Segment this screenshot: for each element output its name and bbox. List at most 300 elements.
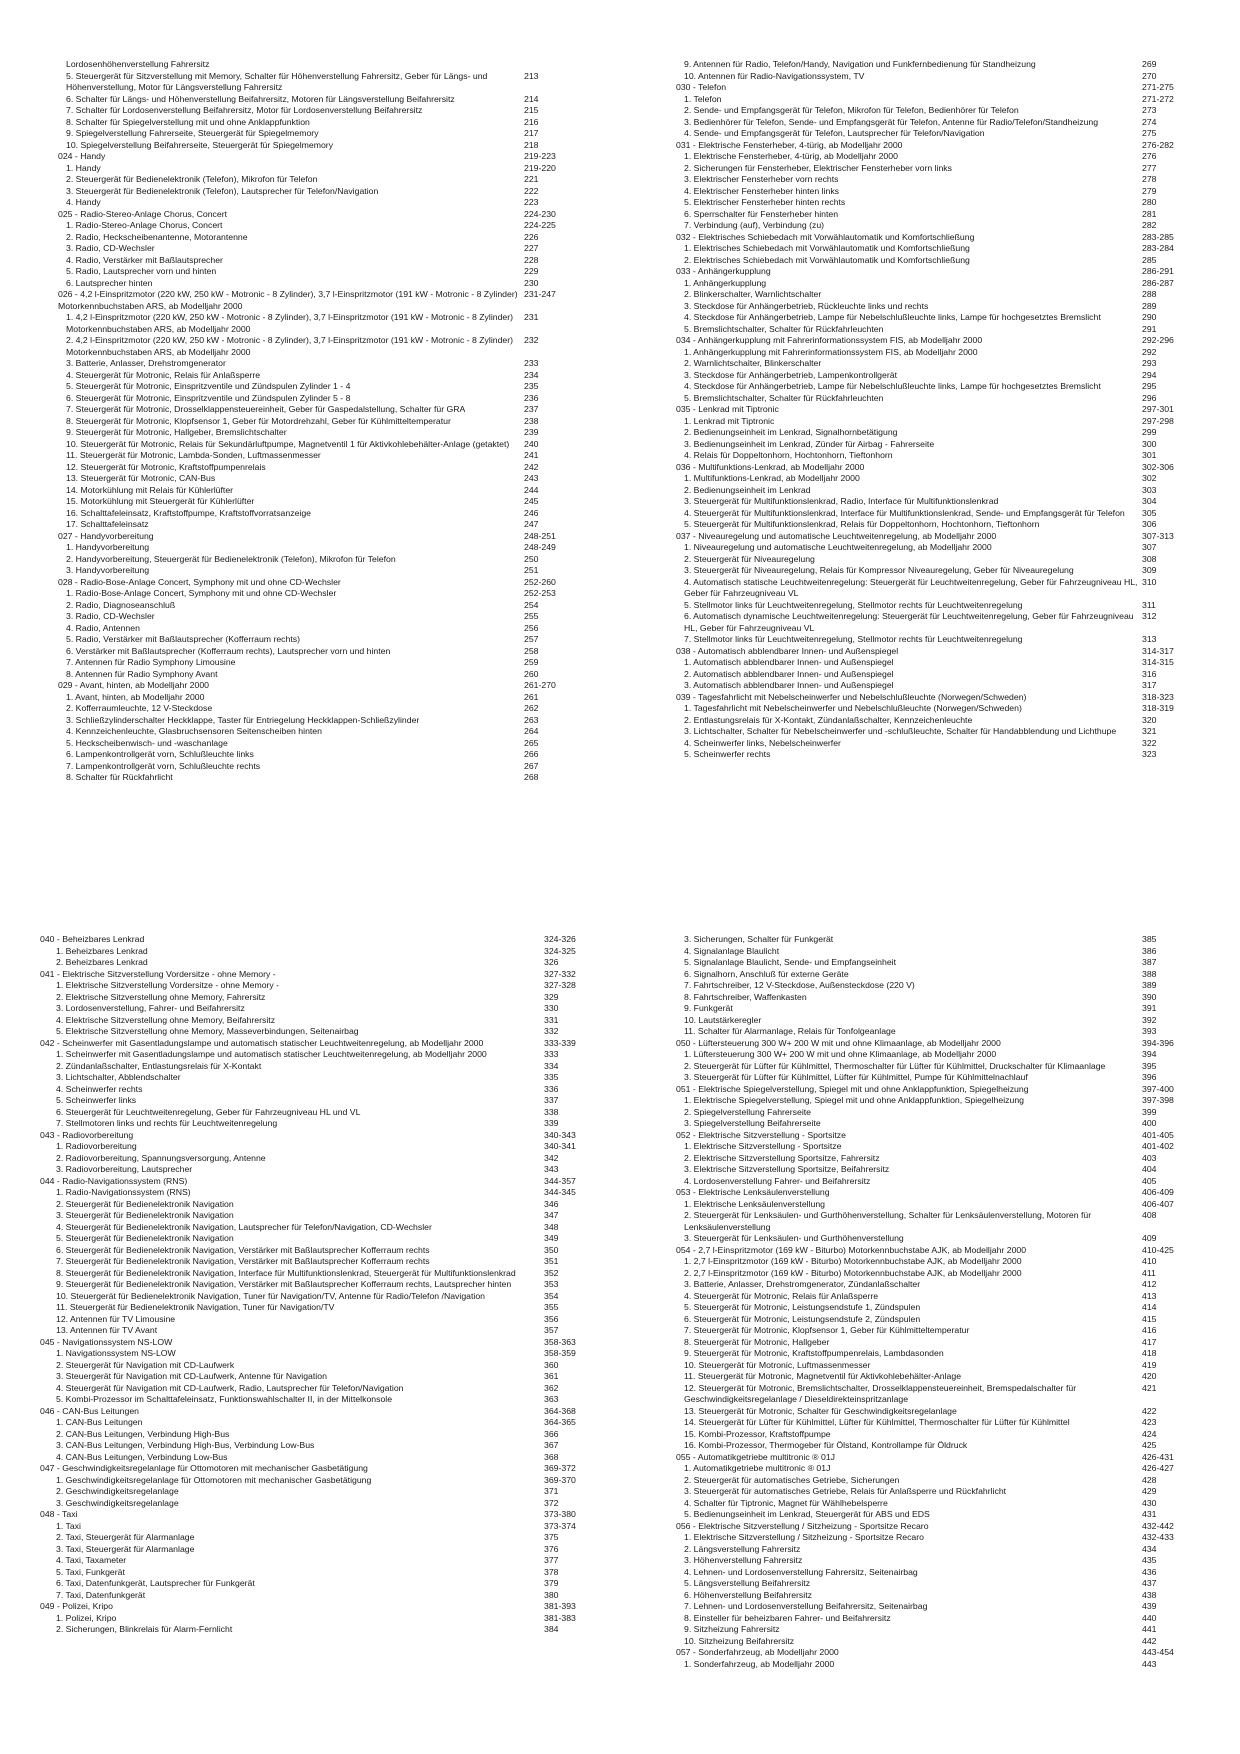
toc-entry-page: 434 xyxy=(1142,1543,1157,1554)
toc-entry-title: 042 - Scheinwerfer mit Gasentladungslampe und automatisch statischer Leuchtweitenregelung, ab Modelljahr 2000 xyxy=(40,1037,484,1048)
toc-entry-page: 411 xyxy=(1142,1267,1156,1278)
toc-entry-page: 274 xyxy=(1142,116,1157,127)
toc-entry-page: 286-287 xyxy=(1142,277,1174,288)
toc-entry-title: 4. CAN-Bus Leitungen, Verbindung Low-Bus xyxy=(56,1451,228,1462)
toc-entry-title: 1. 4,2 l-Einspritzmotor (220 kW, 250 kW - Motronic - 8 Zylinder), 3,7 l-Einspritzmotor (191 kW - Motronic - 8 Zylinder) Motorkennbuchstaben ARS, ab Modelljahr 2000 xyxy=(66,312,514,334)
toc-entry-row xyxy=(676,1072,1196,1084)
toc-entry-title: 7. Schalter für Lordosenverstellung Beifahrersitz, Motor für Lordosenverstellung Beifahrersitz xyxy=(66,105,423,115)
toc-entry-row xyxy=(676,1049,1196,1061)
toc-entry-title: 15. Kombi-Prozessor, Kraftstoffpumpe xyxy=(684,1428,831,1439)
toc-entry-page: 430 xyxy=(1142,1497,1157,1508)
toc-entry-title: 4. Steuergerät für Multifunktionslenkrad, Interface für Multifunktionslenkrad, Sende- und Empfangsgerät für Telefon xyxy=(684,507,1125,518)
toc-section-row xyxy=(40,1037,576,1050)
toc-entry-page: 236 xyxy=(524,392,539,403)
toc-entry-title: 3. Geschwindigkeitsregelanlage xyxy=(56,1497,179,1508)
toc-entry-title: 035 - Lenkrad mit Tiptronic xyxy=(676,404,779,414)
toc-entry-row xyxy=(58,105,578,117)
toc-entry-row xyxy=(676,255,1196,267)
toc-entry-page: 217 xyxy=(524,128,539,138)
toc-entry-row xyxy=(40,1567,560,1579)
toc-entry-row xyxy=(40,1256,560,1268)
toc-entry-row xyxy=(676,427,1196,439)
toc-entry-title: 1. Elektrische Sitzverstellung - Sportsitze xyxy=(684,1141,842,1151)
toc-entry-page: 270 xyxy=(1142,70,1157,81)
toc-entry-row xyxy=(40,980,576,992)
toc-entry-page: 385 xyxy=(1142,934,1157,944)
toc-entry-title: 1. Sonderfahrzeug, ab Modelljahr 2000 xyxy=(684,1658,835,1669)
toc-entry-row xyxy=(40,1084,560,1096)
toc-entry-title: 2. Elektrische Sitzverstellung Sportsitze, Fahrersitz xyxy=(684,1152,880,1163)
toc-entry-title: 8. Fahrtschreiber, Waffenkasten xyxy=(684,991,807,1002)
toc-entry-page: 343 xyxy=(544,1164,559,1174)
toc-entry-row xyxy=(58,554,578,566)
toc-entry-row xyxy=(58,370,578,382)
toc-entry-row xyxy=(676,1176,1196,1188)
toc-section-row xyxy=(676,1647,1196,1659)
toc-entry-title: 7. Stellmotoren links und rechts für Leuchtweitenregelung xyxy=(56,1118,278,1128)
toc-entry-page: 255 xyxy=(524,611,539,621)
toc-entry-title: 2. Entlastungsrelais für X-Kontakt, Zündanlaßschalter, Kennzeichenleuchte xyxy=(684,714,973,725)
toc-entry-title: 3. Radiovorbereitung, Lautsprecher xyxy=(56,1164,193,1174)
toc-entry-title: 4. Taxi, Taxameter xyxy=(56,1555,127,1565)
toc-entry-title: 8. Einsteller für beheizbaren Fahrer- und Beifahrersitz xyxy=(684,1612,891,1623)
toc-entry-title: 3. Steuergerät für Navigation mit CD-Laufwerk, Antenne für Navigation xyxy=(56,1371,327,1381)
toc-entry-title: 4. Scheinwerfer rechts xyxy=(56,1083,143,1094)
toc-entry-title: 9. Steuergerät für Motronic, Hallgeber, Bremslichtschalter xyxy=(66,427,287,437)
toc-entry-page: 335 xyxy=(544,1072,559,1082)
toc-entry-title: 2. Steuergerät für Lenksäulen- und Gurthöhenverstellung, Schalter für Lenksäulenverstellung, Motoren für Lenksäulenverstellung xyxy=(684,1210,1092,1232)
toc-entry-title: 7. Stellmotor links für Leuchtweitenregelung, Stellmotor rechts für Leuchtweitenregelung xyxy=(684,634,1023,644)
toc-entry-title: 3. Radio, CD-Wechsler xyxy=(66,611,155,621)
toc-entry-row xyxy=(676,278,1196,290)
toc-entry-page: 429 xyxy=(1142,1486,1157,1496)
toc-entry-page: 416 xyxy=(1142,1325,1157,1335)
toc-entry-page: 250 xyxy=(524,553,539,564)
toc-entry-row xyxy=(676,1532,1196,1544)
toc-entry-page: 295 xyxy=(1142,381,1157,391)
toc-entry-row xyxy=(676,519,1196,531)
toc-entry-row xyxy=(58,623,578,635)
toc-entry-page: 276 xyxy=(1142,151,1157,161)
toc-entry-page: 248-251 xyxy=(524,530,556,541)
toc-entry-row xyxy=(676,715,1196,727)
toc-entry-page: 339 xyxy=(544,1118,559,1128)
toc-entry-page: 410-425 xyxy=(1142,1244,1174,1255)
toc-entry-page: 226 xyxy=(524,231,539,242)
toc-entry-row xyxy=(58,738,578,750)
toc-entry-row xyxy=(58,726,578,738)
toc-entry-row xyxy=(58,450,578,462)
toc-entry-page: 271-272 xyxy=(1142,93,1174,104)
toc-section-row xyxy=(676,1038,1196,1050)
toc-entry-page: 316 xyxy=(1142,668,1157,679)
toc-section-row xyxy=(676,1452,1196,1464)
toc-entry-title: 5. Scheinwerfer links xyxy=(56,1095,137,1105)
toc-entry-title: 3. Bedienhörer für Telefon, Sende- und Empfangsgerät für Telefon, Antenne für Radio/Telefon/Standheizung xyxy=(684,116,1099,127)
toc-entry-title: 4. Relais für Doppeltonhorn, Hochtonhorn, Tieftonhorn xyxy=(684,450,893,460)
toc-entry-row xyxy=(676,128,1196,140)
toc-entry-title: 2. Radio, Diagnoseanschluß xyxy=(66,599,176,610)
toc-entry-page: 239 xyxy=(524,427,539,437)
toc-entry-title: 1. Lüftersteuerung 300 W+ 200 W mit und ohne Klimaanlage, ab Modelljahr 2000 xyxy=(684,1049,997,1059)
toc-entry-page: 306 xyxy=(1142,519,1157,529)
toc-section-row xyxy=(676,140,1196,152)
toc-entry-row xyxy=(40,1199,560,1211)
toc-entry-page: 384 xyxy=(544,1624,559,1634)
toc-section-row xyxy=(40,1509,576,1521)
toc-entry-page: 405 xyxy=(1142,1175,1157,1186)
toc-entry-page: 256 xyxy=(524,622,539,633)
toc-entry-page: 333 xyxy=(544,1049,559,1059)
toc-entry-row xyxy=(40,1222,560,1234)
toc-entry-page: 215 xyxy=(524,105,539,115)
toc-entry-row xyxy=(58,416,578,428)
toc-entry-row xyxy=(676,324,1196,336)
toc-entry-row xyxy=(676,301,1196,313)
toc-entry-title: 7. Steuergerät für Motronic, Drosselklappensteuereinheit, Geber für Gaspedalstellung, Schalter für GRA xyxy=(66,404,466,414)
toc-entry-row xyxy=(676,1268,1196,1280)
toc-entry-title: 9. Funkgerät xyxy=(684,1003,733,1013)
toc-entry-page: 340-343 xyxy=(544,1129,576,1140)
toc-entry-page: 442 xyxy=(1142,1635,1157,1646)
toc-entry-title: 3. Steckdose für Anhängerbetrieb, Rückleuchte links und rechts xyxy=(684,300,929,311)
toc-entry-page: 292-296 xyxy=(1142,335,1174,345)
toc-panel-top-right xyxy=(676,59,1196,761)
toc-section-row xyxy=(676,1084,1196,1096)
toc-entry-title: 1. Lenkrad mit Tiptronic xyxy=(684,415,775,426)
toc-entry-page: 440 xyxy=(1142,1612,1157,1623)
toc-entry-title: 5. Scheinwerfer rechts xyxy=(684,749,771,759)
toc-section-row xyxy=(676,335,1196,347)
toc-entry-row xyxy=(676,611,1196,634)
toc-entry-title: 10. Lautstärkeregler xyxy=(684,1014,762,1025)
toc-entry-page: 273 xyxy=(1142,105,1157,115)
toc-entry-row xyxy=(58,611,578,623)
toc-entry-title: 6. Steuergerät für Leuchtweitenregelung, Geber für Fahrzeugniveau HL und VL xyxy=(56,1106,361,1117)
toc-entry-row xyxy=(58,634,578,646)
toc-entry-title: 049 - Polizei, Kripo xyxy=(40,1601,113,1611)
toc-entry-page: 368 xyxy=(544,1451,559,1462)
toc-entry-row xyxy=(676,243,1196,255)
toc-entry-row xyxy=(676,1153,1196,1165)
toc-entry-row xyxy=(58,186,578,198)
toc-entry-row xyxy=(676,1429,1196,1441)
toc-entry-row xyxy=(676,1325,1196,1337)
toc-entry-title: 5. Bremslichtschalter, Schalter für Rückfahrleuchten xyxy=(684,392,884,403)
toc-entry-row xyxy=(676,669,1196,681)
toc-entry-page: 397-400 xyxy=(1142,1083,1174,1094)
toc-entry-page: 323 xyxy=(1142,749,1157,759)
toc-entry-title: 027 - Handyvorbereitung xyxy=(58,530,154,541)
toc-entry-row xyxy=(676,1544,1196,1556)
toc-entry-title: 1. Radio-Navigationssystem (RNS) xyxy=(56,1187,191,1197)
toc-entry-row xyxy=(58,128,578,140)
toc-entry-title: 14. Steuergerät für Lüfter für Kühlmittel, Lüfter für Kühlmittel, Thermoschalter für Lüfter für Kühlmittel xyxy=(684,1417,1070,1427)
toc-entry-row xyxy=(676,946,1196,958)
toc-entry-page: 352 xyxy=(544,1267,559,1278)
toc-entry-row xyxy=(676,220,1196,232)
toc-entry-row xyxy=(40,945,576,958)
toc-entry-title: 4. Steuergerät für Bedienelektronik Navigation, Lautsprecher für Telefon/Navigation, CD-Wechsler xyxy=(56,1221,432,1232)
toc-entry-page: 353 xyxy=(544,1279,559,1289)
toc-section-row xyxy=(58,577,578,589)
toc-entry-title: 057 - Sonderfahrzeug, ab Modelljahr 2000 xyxy=(676,1647,839,1657)
toc-entry-title: 2. Radio, Heckscheibenantenne, Motorantenne xyxy=(66,231,248,242)
toc-entry-title: 11. Steuergerät für Bedienelektronik Navigation, Tuner für Navigation/TV xyxy=(56,1302,335,1312)
toc-entry-title: 12. Steuergerät für Motronic, Bremslichtschalter, Drosselklappensteuereinheit, Bremspedalschalter für Geschwindigkeitsregelanlage / Dieseldirekteinspritzanlage xyxy=(684,1382,1077,1404)
toc-entry-title: 6. Lautsprecher hinten xyxy=(66,277,153,288)
toc-entry-row xyxy=(58,439,578,451)
toc-entry-title: 055 - Automatikgetriebe multitronic ® 01J xyxy=(676,1451,835,1462)
toc-entry-page: 251 xyxy=(524,565,539,575)
toc-entry-row xyxy=(40,1233,560,1245)
toc-entry-title: 4. Schalter für Tiptronic, Magnet für Wählhebelsperre xyxy=(684,1497,888,1508)
toc-entry-page: 436 xyxy=(1142,1566,1157,1577)
toc-entry-page: 406-407 xyxy=(1142,1198,1174,1209)
toc-entry-page: 403 xyxy=(1142,1152,1157,1163)
toc-entry-title: 2. CAN-Bus Leitungen, Verbindung High-Bus xyxy=(56,1428,230,1439)
toc-entry-row xyxy=(40,1371,560,1383)
toc-entry-page: 409 xyxy=(1142,1233,1157,1243)
toc-entry-row xyxy=(40,1578,560,1590)
toc-entry-row xyxy=(676,1509,1196,1521)
toc-entry-page: 334 xyxy=(544,1060,559,1071)
toc-entry-title: 2. 2,7 l-Einspritzmotor (169 kW - Biturbo) Motorkennbuchstabe AJK, ab Modelljahr 2000 xyxy=(684,1267,1022,1278)
toc-entry-row xyxy=(676,347,1196,359)
toc-entry-page: 297-298 xyxy=(1142,415,1174,426)
toc-entry-page: 404 xyxy=(1142,1164,1157,1174)
toc-entry-row xyxy=(676,1440,1196,1452)
toc-entry-title: 1. Polizei, Kripo xyxy=(56,1612,117,1623)
toc-entry-row xyxy=(58,243,578,255)
toc-entry-title: 3. Batterie, Anlasser, Drehstromgenerator xyxy=(66,358,226,368)
toc-entry-page: 391 xyxy=(1142,1003,1157,1013)
toc-entry-title: 3. Steuergerät für Multifunktionslenkrad, Radio, Interface für Multifunktionslenkrad xyxy=(684,496,999,506)
toc-section-row xyxy=(676,82,1196,94)
toc-entry-title: 10. Spiegelverstellung Beifahrerseite, Steuergerät für Spiegelmemory xyxy=(66,139,334,150)
toc-entry-page: 364-365 xyxy=(544,1417,576,1427)
toc-entry-page: 418 xyxy=(1142,1348,1157,1358)
toc-entry-page: 358-359 xyxy=(544,1348,576,1358)
toc-section-row xyxy=(676,1187,1196,1199)
toc-entry-row xyxy=(676,600,1196,612)
toc-entry-page: 258 xyxy=(524,645,539,656)
toc-entry-page: 349 xyxy=(544,1233,559,1243)
toc-entry-title: 8. Antennen für Radio Symphony Avant xyxy=(66,668,218,679)
toc-entry-title: 052 - Elektrische Sitzverstellung - Sportsitze xyxy=(676,1129,846,1140)
toc-entry-row xyxy=(40,1302,560,1314)
toc-entry-row xyxy=(58,404,578,416)
toc-entry-title: 5. Steuergerät für Sitzverstellung mit Memory, Schalter für Höhenverstellung Fahrersitz, Geber für Längs- und Höhenverstellung, Motor für Längsverstellung Fahrersitz xyxy=(66,70,488,92)
toc-entry-row xyxy=(40,1015,560,1027)
toc-panel-bottom-right xyxy=(676,934,1196,1670)
toc-entry-row xyxy=(40,1360,560,1372)
toc-entry-title: 2. Automatisch abblendbarer Innen- und Außenspiegel xyxy=(684,668,894,679)
toc-entry-row xyxy=(40,1107,560,1119)
toc-entry-title: 2. Elektrisches Schiebedach mit Vorwählautomatik und Komfortschließung xyxy=(684,254,970,265)
toc-entry-title: 043 - Radiovorbereitung xyxy=(40,1129,134,1140)
toc-entry-row xyxy=(40,1153,560,1165)
toc-entry-page: 304 xyxy=(1142,496,1157,506)
toc-entry-row xyxy=(58,94,578,106)
toc-entry-title: 3. Automatisch abblendbarer Innen- und Außenspiegel xyxy=(684,680,894,690)
toc-entry-title: 3. CAN-Bus Leitungen, Verbindung High-Bus, Verbindung Low-Bus xyxy=(56,1440,315,1450)
toc-entry-title: 4. Lordosenverstellung Fahrer- und Beifahrersitz xyxy=(684,1175,871,1186)
toc-entry-title: 2. Bedienungseinheit im Lenkrad, Signalhornbetätigung xyxy=(684,427,898,437)
toc-entry-page: 327-332 xyxy=(544,968,576,979)
toc-entry-page: 263 xyxy=(524,714,539,725)
toc-entry-row xyxy=(58,588,578,600)
toc-entry-page: 301 xyxy=(1142,450,1157,460)
toc-entry-row xyxy=(40,1245,560,1257)
toc-entry-page: 282 xyxy=(1142,220,1157,230)
toc-entry-title: 2. Warnlichtschalter, Blinkerschalter xyxy=(684,358,822,368)
toc-entry-page: 276-282 xyxy=(1142,139,1174,150)
toc-entry-row xyxy=(40,1072,560,1084)
toc-entry-row xyxy=(676,1383,1196,1406)
toc-entry-title: 4. Steckdose für Anhängerbetrieb, Lampe für Nebelschlußleuchte links, Lampe für hochgesetztes Bremslicht xyxy=(684,312,1101,322)
toc-entry-page: 324-326 xyxy=(544,934,576,944)
toc-entry-row xyxy=(58,163,578,175)
toc-entry-title: 030 - Telefon xyxy=(676,82,727,92)
toc-entry-row xyxy=(676,969,1196,981)
toc-entry-page: 278 xyxy=(1142,174,1157,184)
toc-entry-title: 053 - Elektrische Lenksäulenverstellung xyxy=(676,1187,830,1197)
toc-entry-row xyxy=(58,278,578,290)
toc-entry-row xyxy=(58,266,578,278)
toc-entry-row xyxy=(676,197,1196,209)
toc-entry-page: 381-383 xyxy=(544,1612,576,1623)
toc-entry-title: 2. Radiovorbereitung, Spannungsversorgung, Antenne xyxy=(56,1152,266,1163)
toc-entry-page: 320 xyxy=(1142,714,1157,725)
toc-entry-title: 051 - Elektrische Spiegelverstellung, Spiegel mit und ohne Anklappfunktion, Spiegelheizung xyxy=(676,1083,1029,1094)
toc-entry-row xyxy=(676,1348,1196,1360)
toc-section-row xyxy=(40,1129,576,1142)
toc-entry-title: 1. Geschwindigkeitsregelanlage für Ottomotoren mit mechanischer Gasbetätigung xyxy=(56,1474,372,1485)
toc-entry-row xyxy=(676,1406,1196,1418)
toc-entry-title: 1. CAN-Bus Leitungen xyxy=(56,1417,143,1427)
toc-entry-row xyxy=(58,59,578,71)
toc-entry-page: 366 xyxy=(544,1428,559,1439)
toc-entry-title: 3. Taxi, Steuergerät für Alarmanlage xyxy=(56,1543,195,1554)
toc-entry-page: 324-325 xyxy=(544,945,576,956)
toc-entry-row xyxy=(676,289,1196,301)
toc-entry-title: 1. Anhängerkupplung mit Fahrerinformationssystem FIS, ab Modelljahr 2000 xyxy=(684,346,978,357)
toc-entry-row xyxy=(40,1210,560,1222)
toc-entry-row xyxy=(58,496,578,508)
toc-entry-page: 259 xyxy=(524,657,539,667)
toc-entry-row xyxy=(40,1520,576,1533)
toc-entry-title: 1. Multifunktions-Lenkrad, ab Modelljahr 2000 xyxy=(684,473,860,483)
toc-entry-title: 3. Höhenverstellung Fahrersitz xyxy=(684,1555,803,1565)
toc-entry-title: 8. Schalter für Rückfahrlicht xyxy=(66,772,173,782)
toc-entry-row xyxy=(676,1417,1196,1429)
toc-section-row xyxy=(40,1405,576,1418)
toc-entry-page: 254 xyxy=(524,599,539,610)
toc-entry-title: 5. Bedienungseinheit im Lenkrad, Steuergerät für ABS und EDS xyxy=(684,1509,930,1519)
toc-entry-row xyxy=(676,416,1196,428)
toc-entry-page: 393 xyxy=(1142,1026,1157,1036)
toc-entry-page: 237 xyxy=(524,404,539,414)
toc-entry-row xyxy=(40,1061,560,1073)
toc-entry-title: 054 - 2,7 l-Einspritzmotor (169 kW - Biturbo) Motorkennbuchstabe AJK, ab Modelljahr 2000 xyxy=(676,1244,1027,1255)
toc-section-row xyxy=(676,692,1196,704)
toc-entry-page: 424 xyxy=(1142,1428,1157,1439)
toc-entry-page: 332 xyxy=(544,1026,559,1036)
toc-entry-row xyxy=(676,1463,1196,1475)
toc-entry-page: 321 xyxy=(1142,726,1157,736)
toc-entry-title: 1. Beheizbares Lenkrad xyxy=(56,945,148,956)
toc-entry-title: 5. Stellmotor links für Leuchtweitenregelung, Stellmotor rechts für Leuchtweitenregelung xyxy=(684,599,1023,610)
toc-entry-row xyxy=(676,577,1196,600)
toc-entry-page: 364-368 xyxy=(544,1405,576,1416)
toc-entry-page: 432-433 xyxy=(1142,1532,1174,1542)
toc-entry-title: 2. Steuergerät für Navigation mit CD-Laufwerk xyxy=(56,1359,235,1370)
toc-entry-row xyxy=(40,1555,560,1567)
toc-entry-title: 16. Schalttafeleinsatz, Kraftstoffpumpe, Kraftstoffvorratsanzeige xyxy=(66,507,311,518)
toc-entry-page: 378 xyxy=(544,1566,559,1577)
toc-entry-title: 034 - Anhängerkupplung mit Fahrerinformationssystem FIS, ab Modelljahr 2000 xyxy=(676,335,983,345)
toc-entry-title: 10. Steuergerät für Motronic, Relais für Sekundärluftpumpe, Magnetventil 1 für Aktivkohlebehälter-Anlage (getaktet) xyxy=(66,438,510,449)
toc-entry-page: 401-405 xyxy=(1142,1129,1174,1140)
toc-entry-row xyxy=(40,992,560,1004)
toc-entry-title: 026 - 4,2 l-Einspritzmotor (220 kW, 250 kW - Motronic - 8 Zylinder), 3,7 l-Einspritzmotor (191 kW - Motronic - 8 Zylinder) Motorkennbuchstaben ARS, ab Modelljahr 2000 xyxy=(58,289,518,311)
toc-entry-row xyxy=(676,209,1196,221)
toc-entry-row xyxy=(58,703,578,715)
toc-entry-page: 307-313 xyxy=(1142,530,1174,541)
toc-entry-page: 443 xyxy=(1142,1658,1157,1669)
toc-section-row xyxy=(58,151,578,163)
toc-entry-page: 262 xyxy=(524,703,539,713)
toc-entry-page: 423 xyxy=(1142,1417,1157,1427)
toc-entry-title: 029 - Avant, hinten, ab Modelljahr 2000 xyxy=(58,680,210,690)
toc-entry-row xyxy=(58,657,578,669)
toc-entry-title: 13. Steuergerät für Motronic, Schalter für Geschwindigkeitsregelanlage xyxy=(684,1405,957,1416)
toc-entry-title: 5. Steuergerät für Motronic, Leistungsendstufe 1, Zündspulen xyxy=(684,1302,921,1312)
toc-entry-page: 386 xyxy=(1142,945,1157,956)
toc-entry-page: 243 xyxy=(524,473,539,483)
toc-entry-page: 227 xyxy=(524,243,539,253)
toc-entry-row xyxy=(676,703,1196,715)
toc-entry-title: 4. Steuergerät für Navigation mit CD-Laufwerk, Radio, Lautsprecher für Telefon/Navigation xyxy=(56,1382,404,1393)
toc-entry-page: 355 xyxy=(544,1302,559,1312)
toc-entry-title: 3. Steuergerät für automatisches Getriebe, Relais für Anlaßsperre und Rückfahrlicht xyxy=(684,1486,1007,1496)
toc-entry-title: 13. Antennen für TV Avant xyxy=(56,1325,158,1335)
toc-entry-row xyxy=(58,427,578,439)
toc-entry-title: 4. Radio, Antennen xyxy=(66,622,140,633)
toc-entry-title: 10. Steuergerät für Bedienelektronik Navigation, Tuner für Navigation/TV, Antenne für Radio/Telefon /Navigation xyxy=(56,1290,486,1301)
toc-entry-page: 381-393 xyxy=(544,1601,576,1611)
toc-entry-page: 387 xyxy=(1142,957,1157,967)
toc-entry-page: 338 xyxy=(544,1106,559,1117)
toc-entry-page: 435 xyxy=(1142,1555,1157,1565)
toc-entry-title: 2. Sicherungen, Blinkrelais für Alarm-Fernlicht xyxy=(56,1624,233,1634)
toc-entry-title: 046 - CAN-Bus Leitungen xyxy=(40,1405,139,1416)
toc-entry-title: 2. Zündanlaßschalter, Entlastungsrelais für X-Kontakt xyxy=(56,1060,262,1071)
toc-entry-title: 2. Sende- und Empfangsgerät für Telefon, Mikrofon für Telefon, Bedienhörer für Telefon xyxy=(684,105,1019,115)
toc-entry-page: 305 xyxy=(1142,507,1157,518)
toc-entry-page: 261-270 xyxy=(524,680,556,690)
toc-entry-page: 419 xyxy=(1142,1359,1157,1370)
toc-entry-row xyxy=(676,1659,1196,1671)
toc-entry-page: 406-409 xyxy=(1142,1187,1174,1197)
toc-entry-row xyxy=(676,1555,1196,1567)
toc-entry-page: 377 xyxy=(544,1555,559,1565)
toc-entry-row xyxy=(676,1118,1196,1130)
toc-entry-row xyxy=(676,1003,1196,1015)
toc-entry-title: 5. Längsverstellung Beifahrersitz xyxy=(684,1578,811,1588)
toc-entry-page: 246 xyxy=(524,507,539,518)
